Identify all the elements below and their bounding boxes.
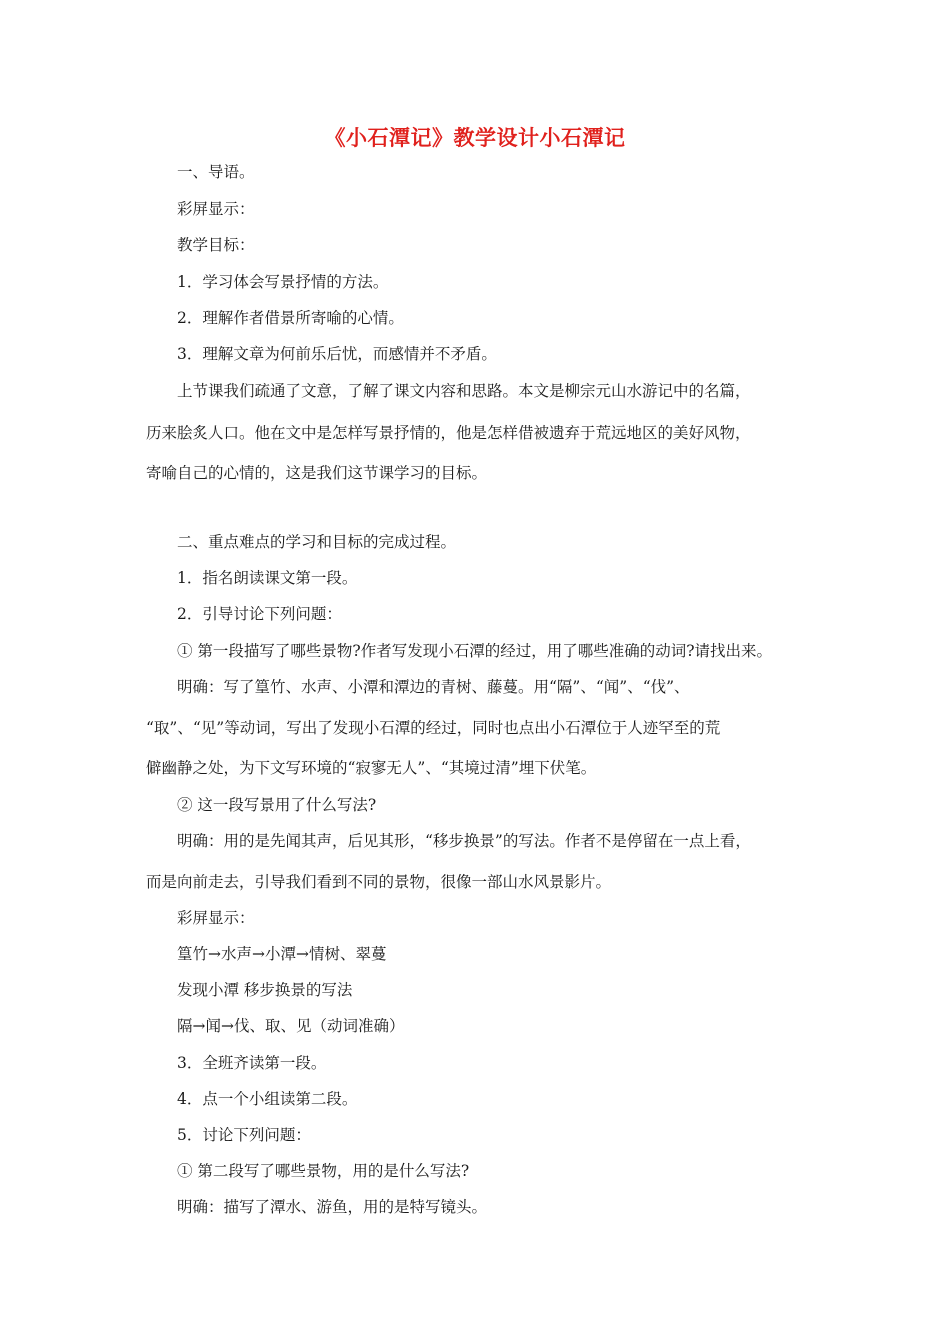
paragraph-line: 上节课我们疏通了文意，了解了课文内容和思路。本文是柳宗元山水游记中的名篇，	[177, 382, 751, 400]
list-item: 3．全班齐读第一段。	[177, 1054, 327, 1072]
paragraph-line: 彩屏显示：	[177, 909, 255, 927]
paragraph-line: 篁竹→水声→小潭→情树、翠蔓	[177, 945, 387, 963]
list-item: 4．点一个小组读第二段。	[177, 1090, 358, 1108]
paragraph-line: ① 第二段写了哪些景物，用的是什么写法?	[177, 1162, 470, 1180]
paragraph-line: 隔→闻→伐、取、见（动词准确）	[177, 1017, 405, 1035]
section-heading-key-points: 二、重点难点的学习和目标的完成过程。	[177, 533, 457, 551]
paragraph-line: 教学目标：	[177, 236, 255, 254]
paragraph-line: ① 第一段描写了哪些景物?作者写发现小石潭的经过，用了哪些准确的动词?请找出来。	[177, 642, 773, 660]
paragraph-line: 历来脍炙人口。他在文中是怎样写景抒情的，他是怎样借被遗弃于荒远地区的美好风物，	[146, 424, 751, 442]
list-item: 3．理解文章为何前乐后忧，而感情并不矛盾。	[177, 345, 497, 363]
list-item: 5．讨论下列问题：	[177, 1126, 311, 1144]
paragraph-line: 明确：写了篁竹、水声、小潭和潭边的青树、藤蔓。用“隔”、“闻”、“伐”、	[177, 678, 690, 696]
document-title: 《小石潭记》教学设计小石潭记	[324, 125, 626, 150]
paragraph-line: 明确：用的是先闻其声，后见其形，“移步换景”的写法。作者不是停留在一点上看，	[177, 832, 751, 850]
list-item: 2．理解作者借景所寄喻的心情。	[177, 309, 404, 327]
section-heading-intro: 一、导语。	[177, 163, 255, 181]
paragraph-line: 彩屏显示：	[177, 200, 255, 218]
paragraph-line: 僻幽静之处，为下文写环境的“寂寥无人”、“其境过清”埋下伏笔。	[146, 759, 597, 777]
paragraph-line: 发现小潭 移步换景的写法	[177, 981, 353, 999]
list-item: 1．学习体会写景抒情的方法。	[177, 273, 389, 291]
list-item: 2．引导讨论下列问题：	[177, 605, 342, 623]
paragraph-line: 寄喻自己的心情的，这是我们这节课学习的目标。	[146, 464, 488, 482]
list-item: 1．指名朗读课文第一段。	[177, 569, 358, 587]
paragraph-line: 而是向前走去，引导我们看到不同的景物，很像一部山水风景影片。	[146, 873, 612, 891]
paragraph-line: “取”、“见”等动词，写出了发现小石潭的经过，同时也点出小石潭位于人迹罕至的荒	[146, 719, 721, 737]
paragraph-line: ② 这一段写景用了什么写法?	[177, 796, 377, 814]
paragraph-line: 明确：描写了潭水、游鱼，用的是特写镜头。	[177, 1198, 488, 1216]
